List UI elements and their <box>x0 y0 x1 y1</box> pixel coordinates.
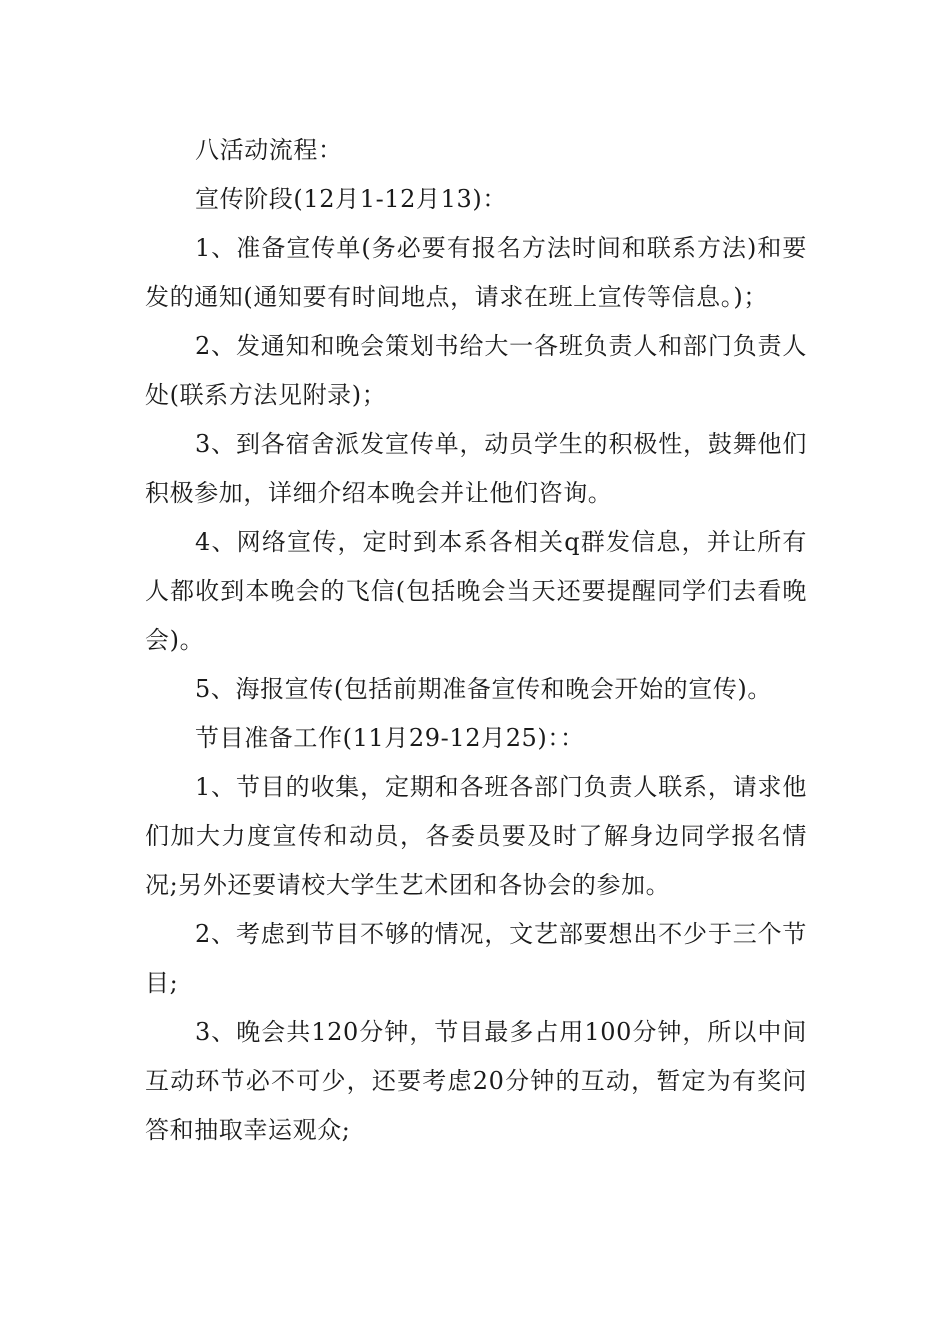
paragraph-publicity-item-2: 2、发通知和晚会策划书给大一各班负责人和部门负责人处(联系方法见附录)； <box>145 332 807 409</box>
paragraph-publicity-item-5: 5、海报宣传(包括前期准备宣传和晚会开始的宣传)。 <box>195 675 772 703</box>
paragraph-program-item-1: 1、节目的收集，定期和各班各部门负责人联系，请求他们加大力度宣传和动员，各委员要及时了解身边同学报名情况;另外还要请校大学生艺术团和各协会的参加。 <box>145 773 807 899</box>
paragraph-program-item-2: 2、考虑到节目不够的情况，文艺部要想出不少于三个节目; <box>145 920 807 997</box>
section-heading-activity-flow: 八活动流程： <box>195 136 343 164</box>
paragraph-publicity-item-3: 3、到各宿舍派发宣传单，动员学生的积极性，鼓舞他们积极参加，详细介绍本晚会并让他们咨询。 <box>145 430 807 507</box>
document-body <box>145 126 807 1155</box>
subheading-publicity-stage: 宣传阶段(12月1-12月13)： <box>195 185 507 213</box>
paragraph-program-item-3: 3、晚会共120分钟，节目最多占用100分钟，所以中间互动环节必不可少，还要考虑20分钟的互动，暂定为有奖问答和抽取幸运观众; <box>145 1018 807 1144</box>
paragraph-publicity-item-4: 4、网络宣传，定时到本系各相关q群发信息，并让所有人都收到本晚会的飞信(包括晚会当天还要提醒同学们去看晚会)。 <box>145 528 807 654</box>
subheading-program-preparation: 节目准备工作(11月29-12月25)：： <box>195 724 585 752</box>
paragraph-publicity-item-1: 1、准备宣传单(务必要有报名方法时间和联系方法)和要发的通知(通知要有时间地点，请求在班上宣传等信息。)； <box>145 234 807 311</box>
